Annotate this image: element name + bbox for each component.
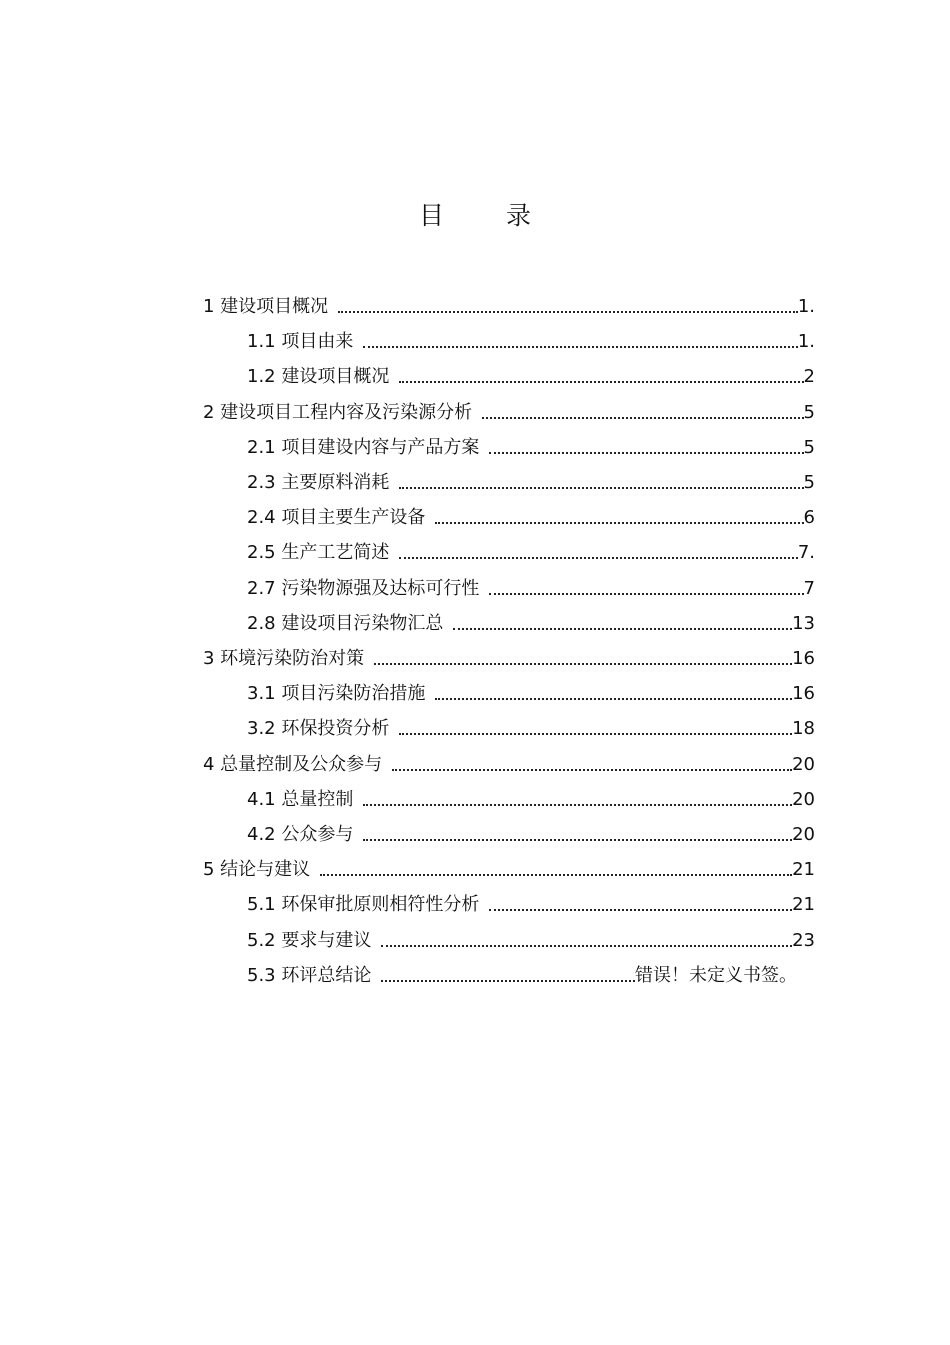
toc-entry[interactable] xyxy=(247,534,815,564)
toc-entry[interactable] xyxy=(203,851,815,881)
toc-entry-page: 23 xyxy=(792,929,815,951)
toc-entry-page: 6 xyxy=(803,507,815,529)
toc-dot-leader xyxy=(399,557,797,559)
toc-entry-page: 5 xyxy=(803,436,815,458)
toc-entry-label: 2.5 生产工艺简述 xyxy=(247,542,390,564)
toc-entry-page: 20 xyxy=(792,824,815,845)
toc-dot-leader xyxy=(482,417,803,419)
toc-entry[interactable] xyxy=(247,358,815,388)
toc-entry-page: 2 xyxy=(803,366,815,388)
toc-entry-label: 3 环境污染防治对策 xyxy=(203,648,365,669)
toc-entry[interactable] xyxy=(247,605,815,635)
page-title xyxy=(0,196,950,232)
toc-entry[interactable] xyxy=(247,499,815,529)
toc-entry-label: 2.7 污染物源强及达标可行性 xyxy=(247,577,480,599)
toc-entry[interactable] xyxy=(203,640,815,670)
toc-entry[interactable] xyxy=(247,957,797,987)
title-char-left: 目 xyxy=(418,201,444,230)
toc-entry-label: 5 结论与建议 xyxy=(203,859,311,881)
toc-entry-page: 16 xyxy=(792,683,815,705)
toc-entry-page: 5 xyxy=(803,401,815,423)
toc-entry[interactable] xyxy=(203,746,815,776)
toc-dot-leader xyxy=(399,733,792,735)
toc-dot-leader xyxy=(399,487,803,489)
toc-entry-label: 4 总量控制及公众参与 xyxy=(203,753,383,775)
toc-entry[interactable] xyxy=(247,781,815,811)
toc-dot-leader xyxy=(381,980,635,982)
toc-dot-leader xyxy=(392,769,792,771)
toc-entry[interactable] xyxy=(247,675,815,705)
toc-entry-page: 7 xyxy=(803,577,815,599)
toc-entry-label: 1 建设项目概况 xyxy=(203,296,329,317)
toc-entry[interactable] xyxy=(247,886,815,916)
toc-dot-leader xyxy=(381,945,792,947)
toc-entry-page: 5 xyxy=(803,472,815,493)
toc-entry-page: 1. xyxy=(797,296,815,317)
toc-entry[interactable] xyxy=(247,922,815,952)
toc-entry-label: 2.4 项目主要生产设备 xyxy=(247,507,426,529)
toc-entry-label: 5.3 环评总结论 xyxy=(247,964,372,986)
toc-entry-page: 1. xyxy=(797,331,815,353)
toc-entry[interactable] xyxy=(247,429,815,459)
toc-entry[interactable] xyxy=(247,816,815,846)
toc-dot-leader xyxy=(363,839,792,841)
toc-dot-leader xyxy=(374,663,792,665)
toc-entry[interactable] xyxy=(247,570,815,600)
toc-entry-label: 4.2 公众参与 xyxy=(247,824,354,845)
toc-entry-label: 5.2 要求与建议 xyxy=(247,929,372,951)
toc-dot-leader xyxy=(435,698,792,700)
toc-dot-leader xyxy=(489,909,792,911)
toc-entry-label: 4.1 总量控制 xyxy=(247,788,354,810)
toc-entry-page: 18 xyxy=(792,718,815,740)
toc-entry-label: 3.2 环保投资分析 xyxy=(247,718,390,740)
toc-entry-page: 16 xyxy=(792,648,815,669)
toc-dot-leader xyxy=(399,381,803,383)
toc-entry-label: 2 建设项目工程内容及污染源分析 xyxy=(203,401,473,423)
toc-dot-leader xyxy=(453,628,792,630)
toc-entry-page: 20 xyxy=(792,788,815,810)
toc-entry-label: 5.1 环保审批原则相符性分析 xyxy=(247,894,480,916)
toc-entry-page: 20 xyxy=(792,753,815,775)
toc-entry[interactable] xyxy=(247,323,815,353)
toc-entry-label: 2.3 主要原料消耗 xyxy=(247,472,390,493)
toc-entry[interactable] xyxy=(203,394,815,424)
toc-entry-label: 2.1 项目建设内容与产品方案 xyxy=(247,436,480,458)
toc-entry-label: 1.1 项目由来 xyxy=(247,331,354,353)
toc-dot-leader xyxy=(435,522,803,524)
toc-entry-page: 13 xyxy=(792,612,815,634)
toc-dot-leader xyxy=(363,804,792,806)
toc-dot-leader xyxy=(363,346,797,348)
toc-entry-page: 错误！未定义书签。 xyxy=(635,964,797,986)
toc-entry[interactable] xyxy=(247,710,815,740)
toc-entry-page: 7. xyxy=(797,542,815,564)
toc-dot-leader xyxy=(489,452,803,454)
toc-dot-leader xyxy=(489,593,803,595)
toc-entry-label: 2.8 建设项目污染物汇总 xyxy=(247,612,444,634)
toc-entry-page: 21 xyxy=(792,859,815,881)
toc-entry-label: 3.1 项目污染防治措施 xyxy=(247,683,426,705)
toc-entry[interactable] xyxy=(247,464,815,494)
toc-entry[interactable] xyxy=(203,288,815,318)
toc-entry-page: 21 xyxy=(792,894,815,916)
toc-dot-leader xyxy=(338,311,798,313)
toc-entry-label: 1.2 建设项目概况 xyxy=(247,366,390,388)
title-char-right: 录 xyxy=(506,201,532,230)
toc-dot-leader xyxy=(320,874,792,876)
